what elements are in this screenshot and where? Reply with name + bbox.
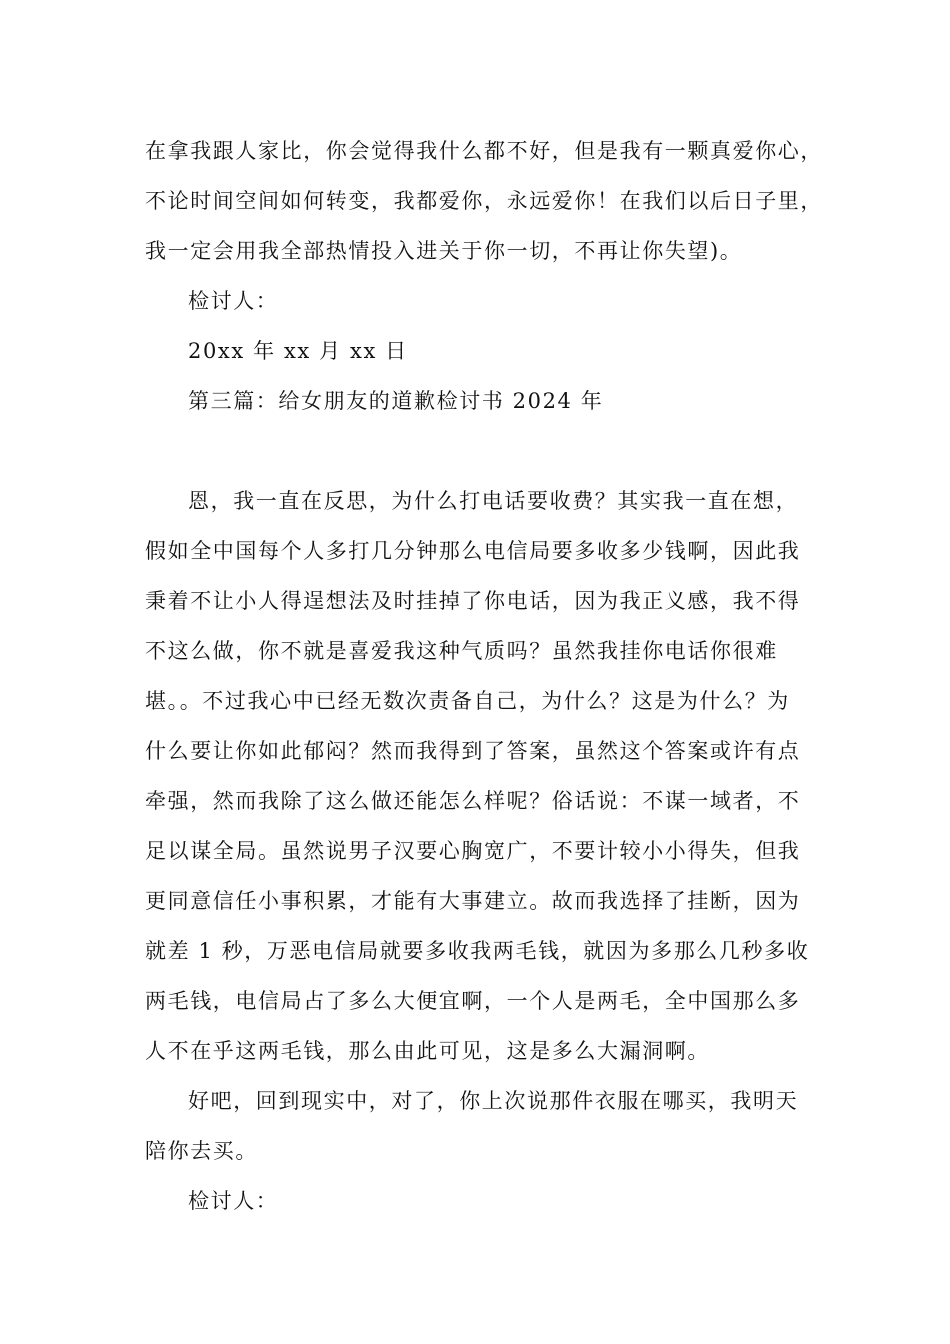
text-line: 牵强，然而我除了这么做还能怎么样呢？俗话说：不谋一域者，不 — [145, 789, 801, 813]
text-line: 好吧，回到现实中，对了，你上次说那件衣服在哪买，我明天 — [188, 1089, 799, 1113]
date-line: 20xx 年 xx 月 xx 日 — [188, 339, 408, 363]
text-line: 我一定会用我全部热情投入进关于你一切，不再让你失望)。 — [145, 239, 743, 263]
text-line: 假如全中国每个人多打几分钟那么电信局要多收多少钱啊，因此我 — [145, 539, 801, 563]
text-line: 两毛钱，电信局占了多么大便宜啊，一个人是两毛，全中国那么多 — [145, 989, 801, 1013]
text-line: 不这么做，你不就是喜爱我这种气质吗？虽然我挂你电话你很难 — [145, 639, 778, 663]
text-line: 恩，我一直在反思，为什么打电话要收费？其实我一直在想， — [188, 489, 799, 513]
text-line: 就差 1 秒，万恶电信局就要多收我两毛钱，就因为多那么几秒多收 — [145, 939, 810, 963]
text-line: 在拿我跟人家比，你会觉得我什么都不好，但是我有一颗真爱你心， — [145, 139, 823, 163]
text-line: 人不在乎这两毛钱，那么由此可见，这是多么大漏洞啊。 — [145, 1039, 710, 1063]
text-line: 更同意信任小事积累，才能有大事建立。故而我选择了挂断，因为 — [145, 889, 801, 913]
section-heading: 第三篇：给女朋友的道歉检讨书 2024 年 — [188, 389, 604, 413]
text-line: 不论时间空间如何转变，我都爱你，永远爱你！在我们以后日子里， — [145, 189, 823, 213]
signature-label: 检讨人： — [188, 1189, 279, 1213]
signature-label: 检讨人： — [188, 289, 279, 313]
text-line: 陪你去买。 — [145, 1139, 258, 1163]
text-line: 秉着不让小人得逞想法及时挂掉了你电话，因为我正义感，我不得 — [145, 589, 801, 613]
text-line: 堪。。不过我心中已经无数次责备自己，为什么？这是为什么？为 — [145, 689, 790, 713]
text-line: 足以谋全局。虽然说男子汉要心胸宽广，不要计较小小得失，但我 — [145, 839, 801, 863]
text-line: 什么要让你如此郁闷？然而我得到了答案，虽然这个答案或许有点 — [145, 739, 801, 763]
